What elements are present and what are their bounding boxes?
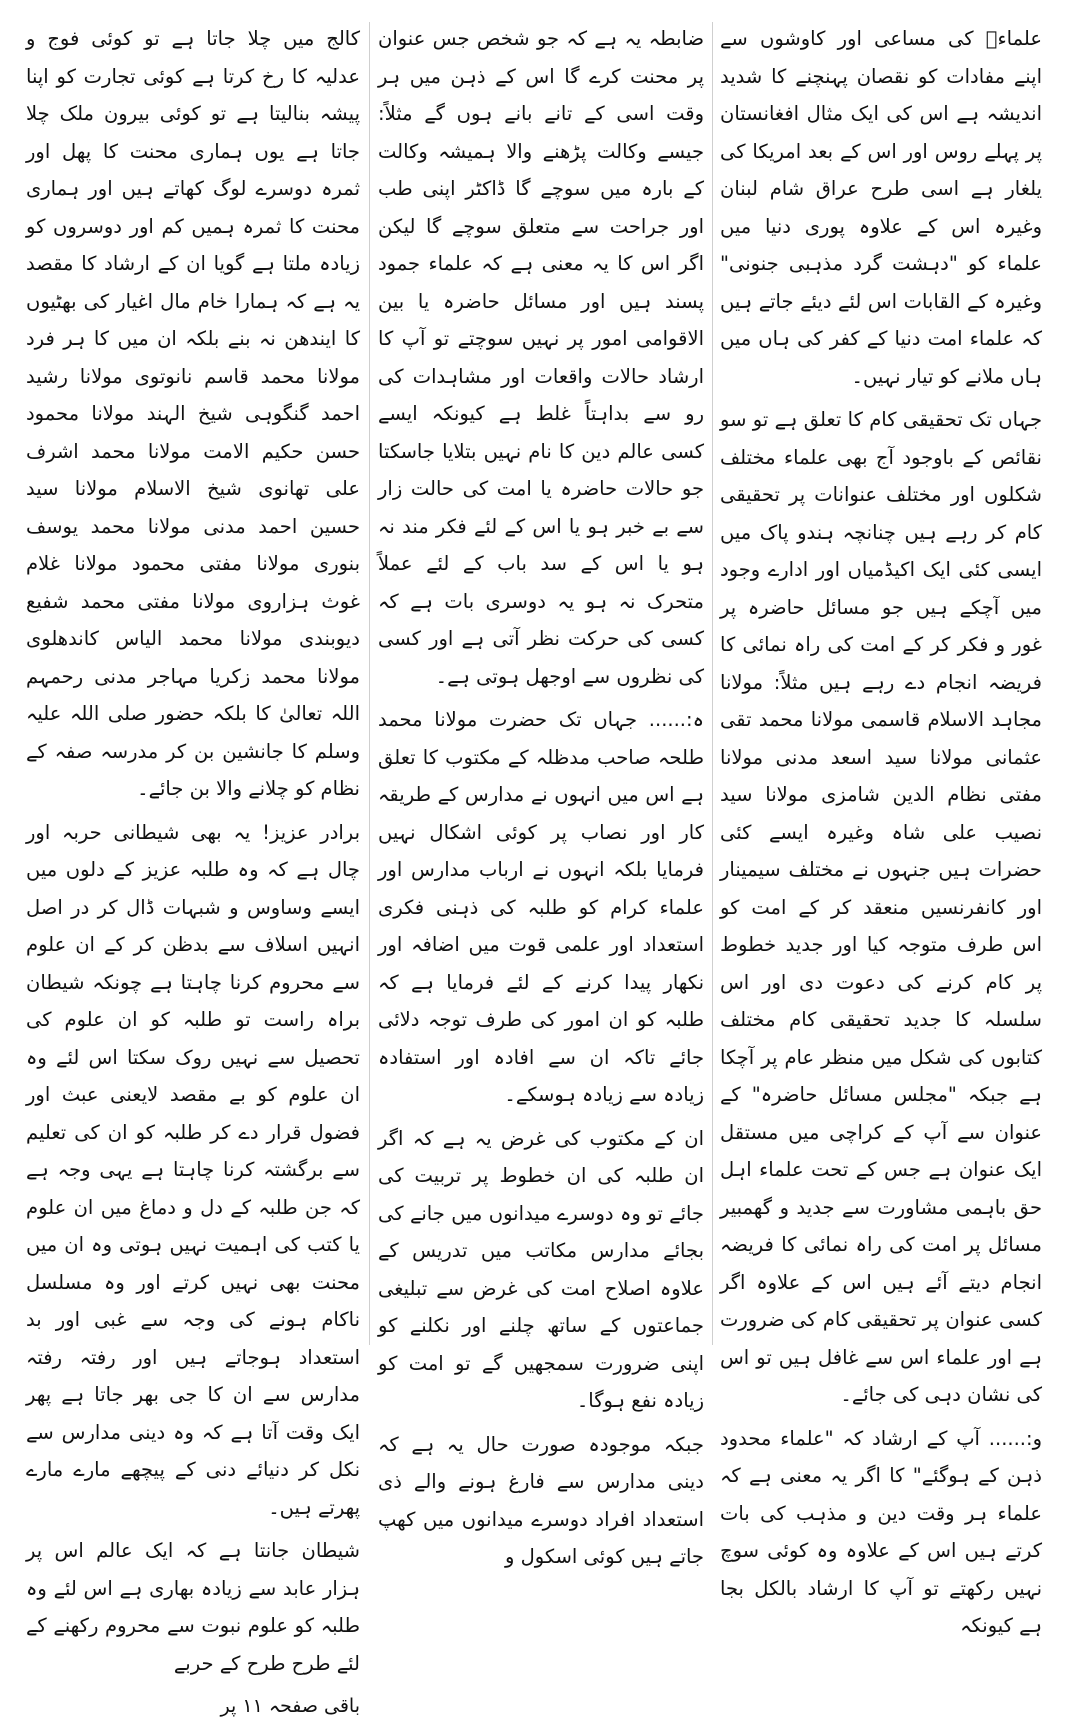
column-divider (369, 22, 370, 1345)
paragraph: برادر عزیز! یہ بھی شیطانی حربہ اور چال ہے کہ وہ طلبہ عزیز کے دلوں میں ایسے وساوس و شبہات ڈال کر در اصل انہیں اسلاف سے بدظن کر کے ان علوم سے محروم کرنا چاہتا ہے چونکہ شیطان براہ راست تو طلبہ کو ان علوم کی تحصیل سے نہیں روک سکتا اس لئے وہ ان علوم کو بے مقصد لایعنی عبث اور فضول قرار دے کر طلبہ کو ان کی تعلیم سے برگشتہ کرنا چاہتا ہے یہی وجہ ہے کہ جن طلبہ کے دل و دماغ میں ان علوم یا کتب کی اہمیت نہیں ہوتی وہ ان میں محنت بھی نہیں کرتے اور وہ مسلسل ناکام ہونے کی وجہ سے غبی اور بد استعداد ہوجاتے ہیں اور رفتہ رفتہ مدارس سے ان کا جی بھر جاتا ہے پھر ایک وقت آتا ہے کہ وہ دینی مدارس سے نکل کر دنیائے دنی کے پیچھے مارے مارے پھرتے ہیں۔ (26, 820, 360, 1519)
continuation-note: باقی صفحہ ۱۱ پر (220, 1695, 360, 1717)
column-right (720, 20, 1042, 1637)
paragraph: کالج میں چلا جاتا ہے تو کوئی فوج و عدلیہ کا رخ کرتا ہے کوئی تجارت کو اپنا پیشہ بنالیتا ہے تو کوئی بیرون ملک چلا جاتا ہے یوں ہماری محنت کا پھل اور ثمرہ دوسرے لوگ کھاتے ہیں اور ہماری محنت کا ثمرہ ہمیں کم اور دوسروں کو زیادہ ملتا ہے گویا ان کے ارشاد کا مقصد یہ ہے کہ ہمارا خام مال اغیار کی بھٹیوں کا ایندھن نہ بنے بلکہ ان میں کا ہر فرد مولانا محمد قاسم نانوتوی مولانا رشید احمد گنگوہی شیخ الہند مولانا محمود حسن حکیم الامت مولانا محمد اشرف علی تھانوی شیخ الاسلام مولانا سید حسین احمد مدنی مولانا محمد یوسف بنوری مولانا مفتی محمود مولانا غلام غوث ہزاروی مولانا مفتی محمد شفیع دیوبندی مولانا محمد الیاس کاندھلوی مولانا محمد زکریا مہاجر مدنی رحمہم اللہ تعالیٰ کا بلکہ حضور صلی اللہ علیہ وسلم کا جانشین بن کر مدرسہ صفہ کے نظام کو چلانے والا بن جائے۔ (26, 27, 360, 800)
paragraph: ضابطہ یہ ہے کہ جو شخص جس عنوان پر محنت کرے گا اس کے ذہن میں ہر وقت اسی کے تانے بانے ہوں گے مثلاً: جیسے وکالت پڑھنے والا ہمیشہ وکالت کے بارہ میں سوچے گا ڈاکٹر اپنی طب اور جراحت سے متعلق سوچے گا لیکن اگر اس کا یہ معنی ہے کہ علماء جمود پسند ہیں اور مسائل حاضرہ یا بین الاقوامی امور پر نہیں سوچتے تو آپ کا ارشاد حالات واقعات اور مشاہدات کی رو سے بداہتاً غلط ہے کیونکہ ایسے کسی عالم دین کا نام نہیں بتلایا جاسکتا جو حالات حاضرہ یا امت کی حالت زار سے بے خبر ہو یا اس کے لئے فکر مند نہ ہو یا اس کے سد باب کے لئے عملاً متحرک نہ ہو یہ دوسری بات ہے کہ کسی کی حرکت نظر آتی ہے اور کسی کی نظروں سے اوجھل ہوتی ہے۔ (378, 27, 704, 688)
paragraph: و:...... آپ کے ارشاد کہ "علماء محدود ذہن کے ہوگئے" کا اگر یہ معنی ہے کہ علماء ہر وقت دین و مذہب کی بات کرتے ہیں اس کے علاوہ وہ کوئی سوچ نہیں رکھتے تو آپ کا ارشاد بالکل بجا ہے کیونکہ (720, 1426, 1042, 1637)
column-middle (378, 20, 704, 1568)
paragraph: ان کے مکتوب کی غرض یہ ہے کہ اگر ان طلبہ کی ان خطوط پر تربیت کی جائے تو وہ دوسرے میدانوں میں جانے کی بجائے مدارس مکاتب میں تدریس کے علاوہ اصلاح امت کی غرض سے تبلیغی جماعتوں کے ساتھ چلنے اور نکلنے کو اپنی ضرورت سمجھیں گے تو امت کو زیادہ نفع ہوگا۔ (378, 1126, 704, 1412)
paragraph: جبکہ موجودہ صورت حال یہ ہے کہ دینی مدارس سے فارغ ہونے والے ذی استعداد افراد دوسرے میدانوں میں کھپ جاتے ہیں کوئی اسکول و (378, 1432, 704, 1568)
paragraph: ہ:...... جہاں تک حضرت مولانا محمد طلحہ صاحب مدظلہ کے مکتوب کا تعلق ہے اس میں انہوں نے مدارس کے طریقہ کار اور نصاب پر کوئی اشکال نہیں فرمایا بلکہ انہوں نے ارباب مدارس اور علماء کرام کو طلبہ کی ذہنی فکری استعداد اور علمی قوت میں اضافہ اور نکھار پیدا کرنے کے لئے فرمایا ہے کہ طلبہ کو ان امور کی طرف توجہ دلائی جائے تاکہ ان سے افادہ اور استفادہ زیادہ سے زیادہ ہوسکے۔ (378, 708, 704, 1106)
paragraph: علماءؒ کی مساعی اور کاوشوں سے اپنے مفادات کو نقصان پہنچنے کا شدید اندیشہ ہے اس کی ایک مثال افغانستان پر پہلے روس اور اس کے بعد امریکا کی یلغار ہے اسی طرح عراق شام لبنان وغیرہ اس کے علاوہ پوری دنیا میں علماء کو "دہشت گرد مذہبی جنونی" وغیرہ کے القابات اس لئے دیئے جاتے ہیں کہ علماء امت دنیا کے کفر کی ہاں میں ہاں ملانے کو تیار نہیں۔ (720, 27, 1042, 388)
paragraph: شیطان جانتا ہے کہ ایک عالم اس پر ہزار عابد سے زیادہ بھاری ہے اس لئے وہ طلبہ کو علوم نبوت سے محروم رکھنے کے لئے طرح طرح کے حربے (26, 1539, 360, 1675)
paragraph: جہاں تک تحقیقی کام کا تعلق ہے تو سو نقائص کے باوجود آج بھی علماء مختلف شکلوں اور مختلف عنوانات پر تحقیقی کام کر رہے ہیں چنانچہ ہندو پاک میں ایسی کئی ایک اکیڈمیاں اور ادارے وجود میں آچکے ہیں جو مسائل حاضرہ پر غور و فکر کر کے امت کی راہ نمائی کا فریضہ انجام دے رہے ہیں مثلاً: مولانا مجاہد الاسلام قاسمی مولانا محمد تقی عثمانی مولانا سید اسعد مدنی مولانا مفتی نظام الدین شامزی مولانا سید نصیب علی شاہ وغیرہ ایسے کئی حضرات ہیں جنہوں نے مختلف سیمینار اور کانفرنسیں منعقد کر کے امت کو اس طرف متوجہ کیا اور جدید خطوط پر کام کرنے کی دعوت دی اور اس سلسلہ کا جدید تحقیقی کام مختلف کتابوں کی شکل میں منظر عام پر آچکا ہے جبکہ "مجلس مسائل حاضرہ" کے عنوان سے آپ کے کراچی میں مستقل ایک عنوان ہے جس کے تحت علماء اہل حق باہمی مشاورت سے جدید و گھمبیر مسائل پر امت کی راہ نمائی کا فریضہ انجام دیتے آئے ہیں اس کے علاوہ اگر کسی عنوان پر تحقیقی کام کی ضرورت ہے اور علماء اس سے غافل ہیں تو اس کی نشان دہی کی جائے۔ (720, 408, 1042, 1406)
column-left (26, 20, 360, 1717)
column-divider (712, 22, 713, 1345)
